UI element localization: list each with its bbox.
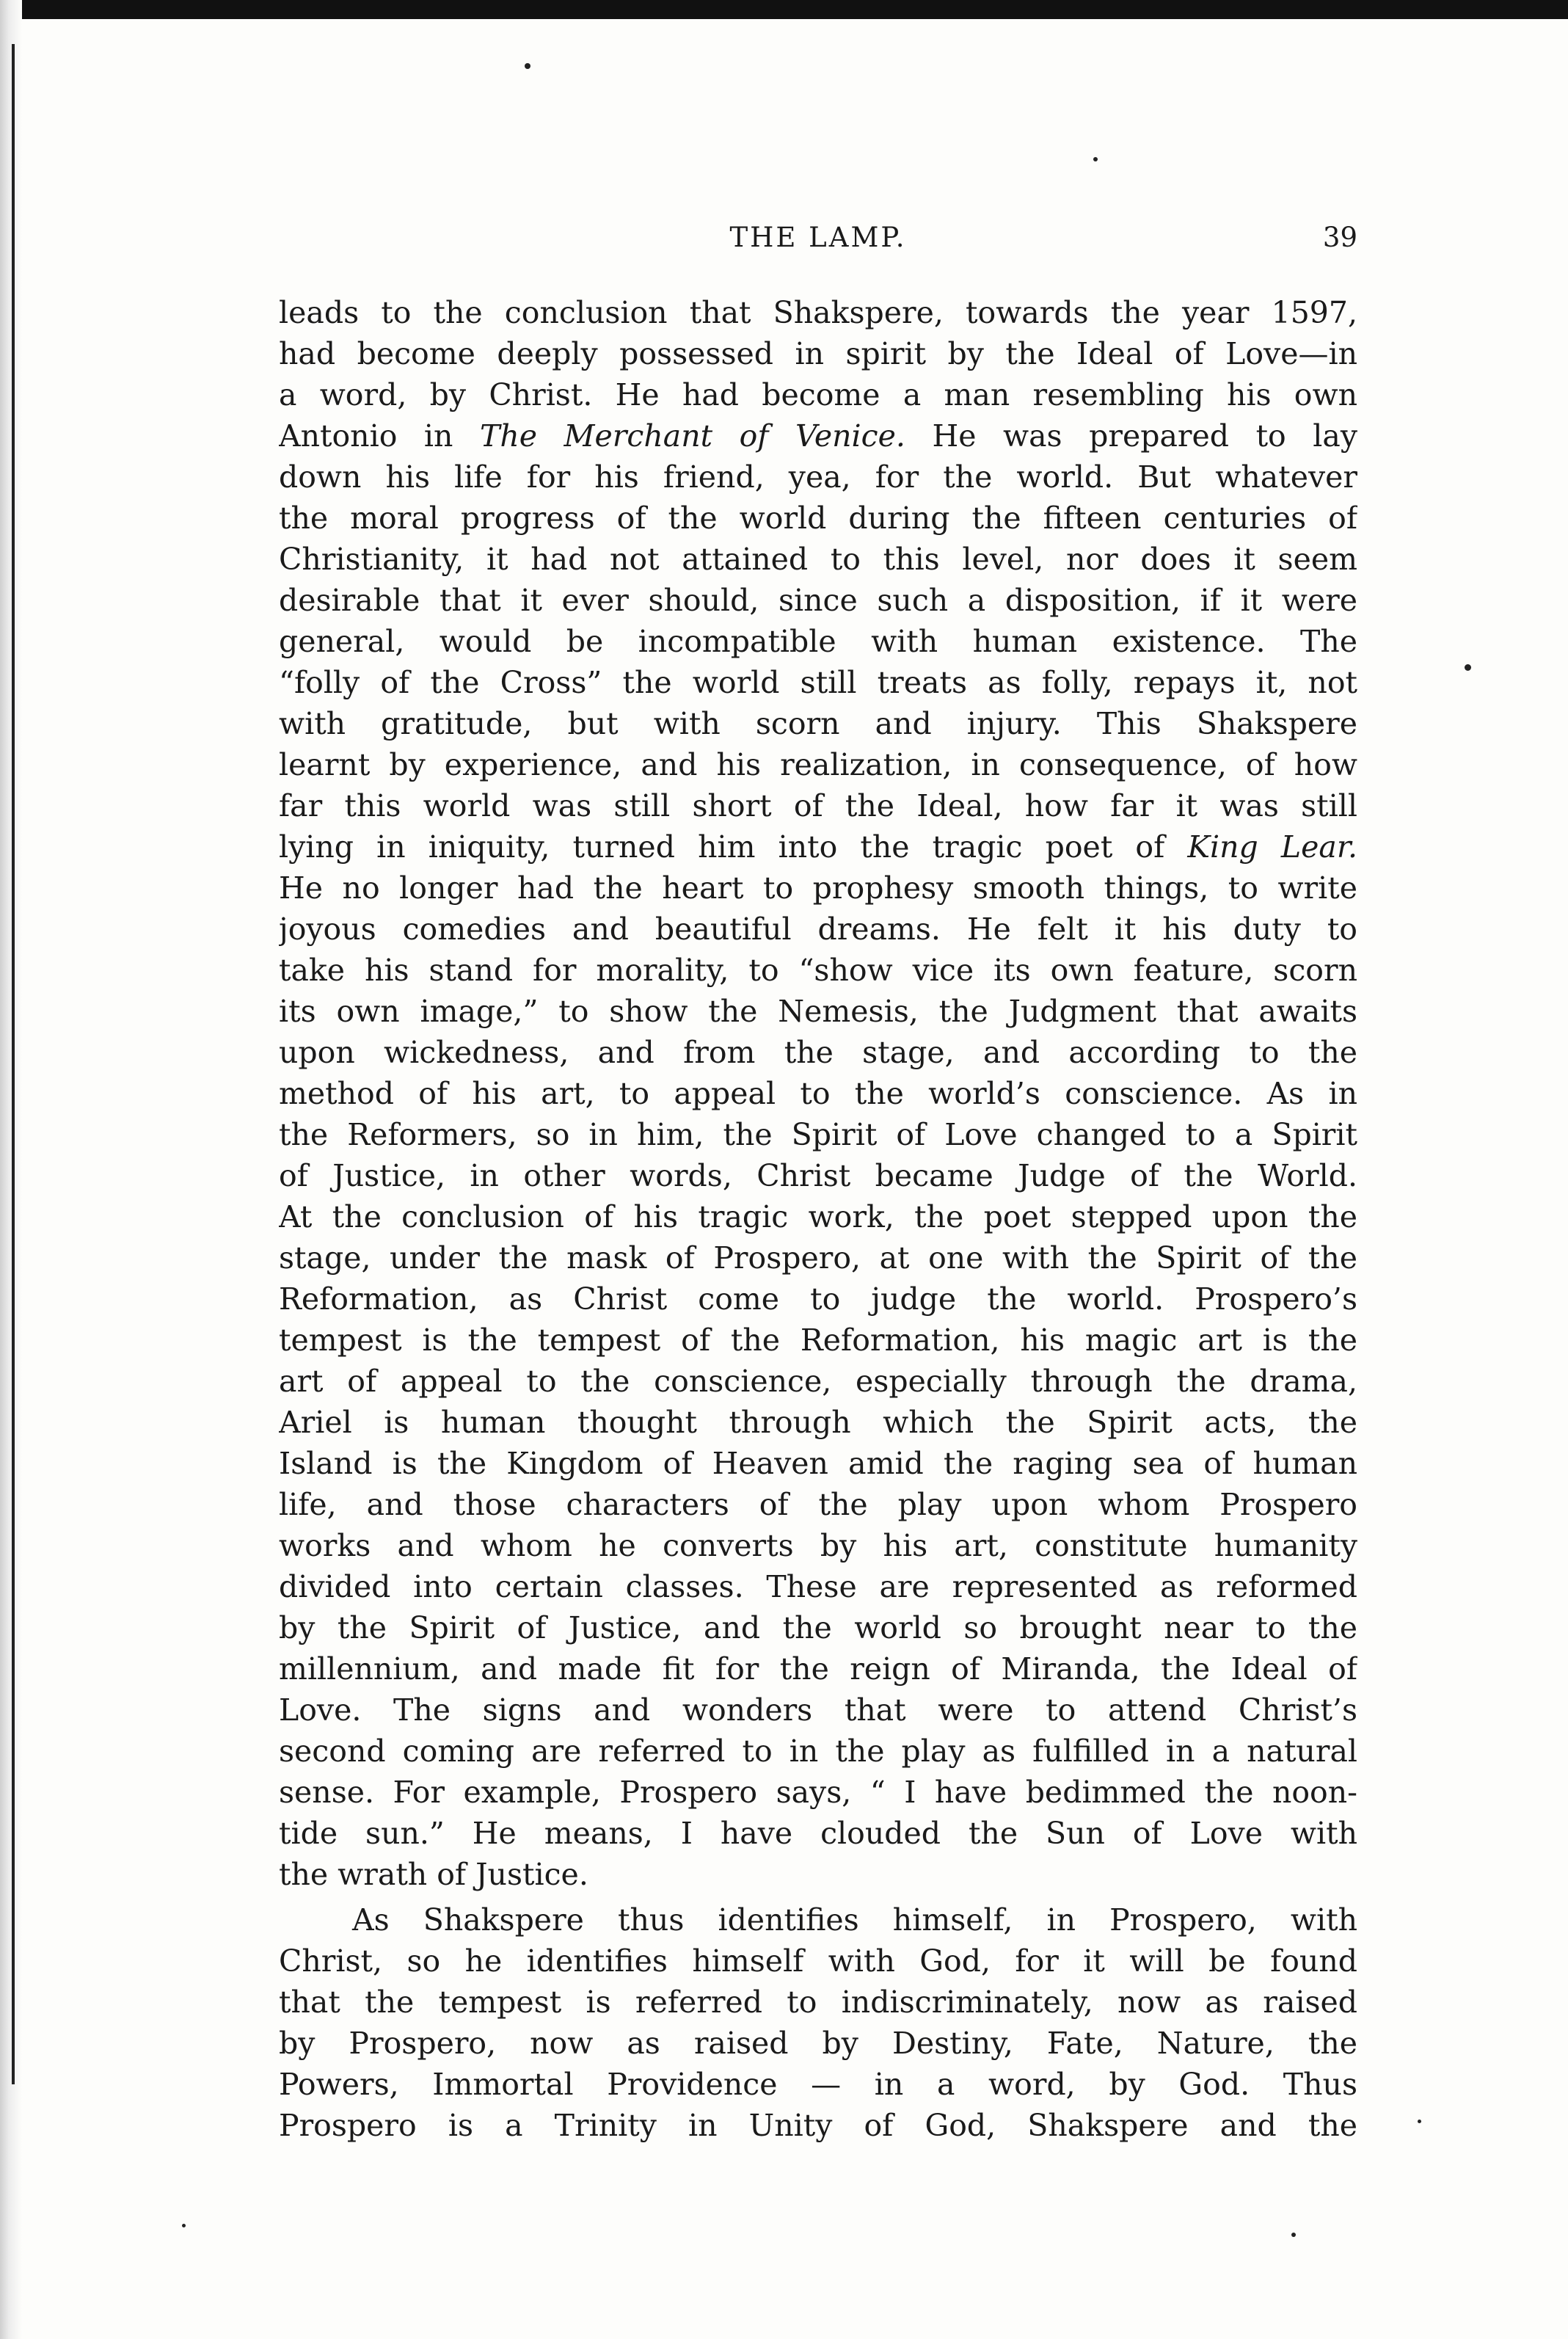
text-line: Reformation, as Christ come to judge the world. Prospero’s <box>279 1281 1357 1317</box>
text-line: learnt by experience, and his realization, in consequence, of how <box>279 747 1357 782</box>
text-line: with gratitude, but with scorn and injury. This Shakspere <box>279 706 1357 741</box>
text-line: down his life for his friend, yea, for the world. But whatever <box>279 459 1357 495</box>
scan-left-margin <box>0 0 22 2339</box>
text-line: its own image,” to show the Nemesis, the Judgment that awaits <box>279 994 1357 1029</box>
text-line: general, would be incompatible with human existence. The <box>279 624 1357 659</box>
text-line: Christ, so he identifies himself with God, for it will be found <box>279 1943 1357 1979</box>
text-run: He was prepared to lay <box>905 418 1357 454</box>
running-header <box>279 222 1357 266</box>
text-line: millennium, and made fit for the reign of Miranda, the Ideal of <box>279 1651 1357 1687</box>
text-line: desirable that it ever should, since such a disposition, if it were <box>279 583 1357 618</box>
text-run: Antonio in <box>279 418 480 454</box>
text-line: second coming are referred to in the play as fulfilled in a natural <box>279 1734 1357 1769</box>
text-line: Prospero is a Trinity in Unity of God, Shakspere and the <box>279 2108 1357 2143</box>
text-line: the wrath of Justice. <box>279 1857 588 1892</box>
play-title-king-lear: King Lear. <box>1187 829 1357 865</box>
scan-top-border <box>0 0 1568 19</box>
page-number: 39 <box>1322 222 1357 253</box>
text-line: art of appeal to the conscience, especially through the drama, <box>279 1364 1357 1399</box>
scan-speck <box>1465 664 1471 671</box>
text-line: Christianity, it had not attained to this level, nor does it seem <box>279 542 1357 577</box>
text-line: tide sun.” He means, I have clouded the Sun of Love with <box>279 1816 1357 1851</box>
text-line: by Prospero, now as raised by Destiny, Fate, Nature, the <box>279 2026 1357 2061</box>
text-line: Love. The signs and wonders that were to attend Christ’s <box>279 1692 1357 1728</box>
text-line: the moral progress of the world during the fifteen centuries of <box>279 501 1357 536</box>
body-text <box>279 292 1357 2146</box>
text-line: the Reformers, so in him, the Spirit of Love changed to a Spirit <box>279 1117 1357 1152</box>
text-line: of Justice, in other words, Christ became Judge of the World. <box>279 1158 1357 1193</box>
binding-edge-line <box>12 44 15 2084</box>
text-line <box>279 415 1357 456</box>
scan-speck <box>525 63 530 69</box>
paragraph-2 <box>279 1899 1357 2146</box>
scan-speck <box>1291 2233 1296 2237</box>
text-line: take his stand for morality, to “show vice its own feature, scorn <box>279 953 1357 988</box>
text-line <box>279 826 1357 867</box>
text-line: upon wickedness, and from the stage, and according to the <box>279 1035 1357 1070</box>
text-run: lying in iniquity, turned him into the tragic poet of <box>279 829 1188 865</box>
paragraph-1 <box>279 292 1357 1895</box>
text-line: Island is the Kingdom of Heaven amid the raging sea of human <box>279 1446 1357 1481</box>
text-line: stage, under the mask of Prospero, at one with the Spirit of the <box>279 1240 1357 1276</box>
scan-speck <box>182 2224 186 2227</box>
text-line: As Shakspere thus identifies himself, in Prospero, with <box>352 1902 1357 1938</box>
text-line: had become deeply possessed in spirit by the Ideal of Love—in <box>279 336 1357 371</box>
text-line: joyous comedies and beautiful dreams. He felt it his duty to <box>279 912 1357 947</box>
scan-speck <box>1418 2120 1421 2123</box>
text-line: He no longer had the heart to prophesy smooth things, to write <box>279 870 1357 906</box>
text-line: tempest is the tempest of the Reformation, his magic art is the <box>279 1323 1357 1358</box>
text-line: far this world was still short of the Ideal, how far it was still <box>279 788 1357 823</box>
text-line: method of his art, to appeal to the world’s conscience. As in <box>279 1076 1357 1111</box>
text-line: life, and those characters of the play upon whom Prospero <box>279 1487 1357 1522</box>
text-line: “folly of the Cross” the world still treats as folly, repays it, not <box>279 665 1357 700</box>
scan-speck <box>1093 157 1098 161</box>
text-line: a word, by Christ. He had become a man resembling his own <box>279 377 1357 412</box>
text-line: At the conclusion of his tragic work, the poet stepped upon the <box>279 1199 1357 1234</box>
text-line: that the tempest is referred to indiscriminately, now as raised <box>279 1985 1357 2020</box>
play-title-merchant: The Merchant of Venice. <box>479 418 905 454</box>
text-line: Powers, Immortal Providence — in a word, by God. Thus <box>279 2067 1357 2102</box>
text-line: divided into certain classes. These are represented as reformed <box>279 1569 1357 1604</box>
running-title: THE LAMP. <box>729 222 907 253</box>
text-line: leads to the conclusion that Shakspere, towards the year 1597, <box>279 295 1357 330</box>
text-line: by the Spirit of Justice, and the world so brought near to the <box>279 1610 1357 1645</box>
text-line: Ariel is human thought through which the Spirit acts, the <box>279 1405 1357 1440</box>
text-line: works and whom he converts by his art, constitute humanity <box>279 1528 1357 1563</box>
text-line: sense. For example, Prospero says, “ I have bedimmed the noon- <box>279 1775 1357 1810</box>
